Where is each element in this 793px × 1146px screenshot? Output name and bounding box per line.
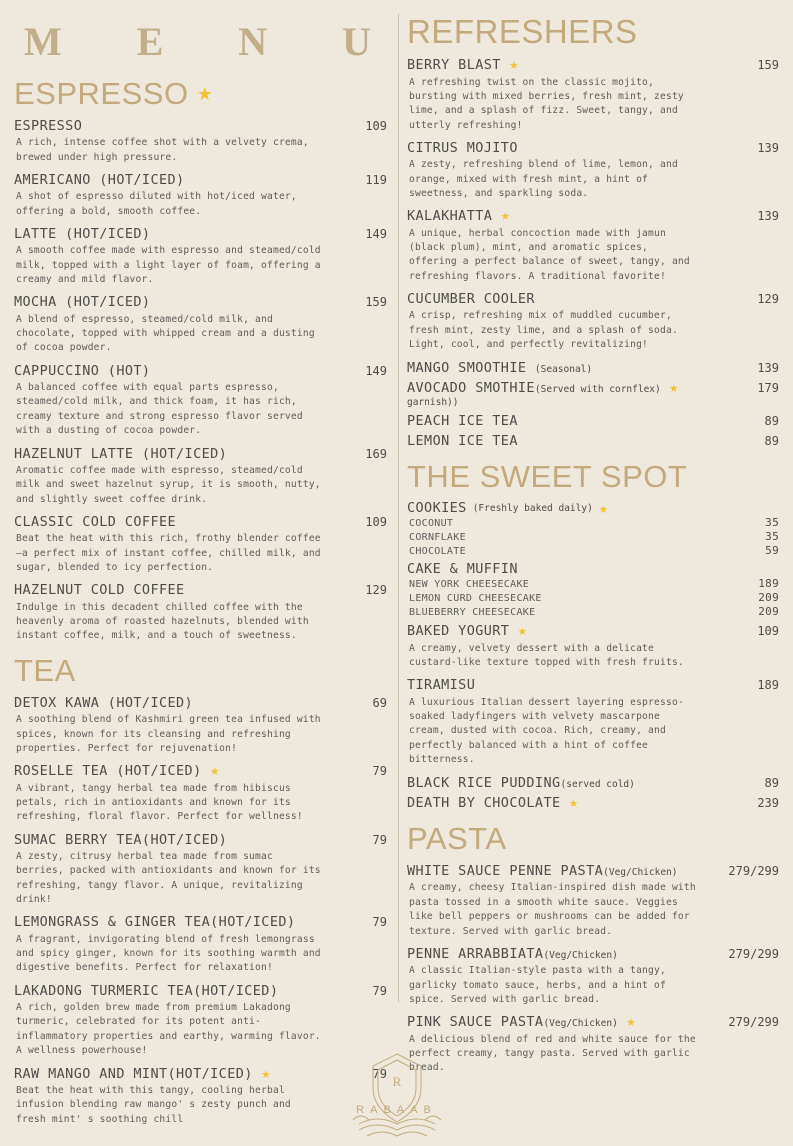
menu-wordmark xyxy=(14,10,387,67)
item-name: CLASSIC COLD COFFEE xyxy=(14,514,177,531)
item-description: A refreshing twist on the classic mojito, bursting with mixed berries, fresh mint, zesty lime, and a splash of fizz. Sweet, tangy, and utterly refreshing! xyxy=(409,76,684,131)
item-name: ROSELLE TEA (HOT/ICED) xyxy=(14,763,202,780)
footer-logo-area xyxy=(0,1050,793,1116)
item-name: CITRUS MOJITO xyxy=(407,140,518,157)
menu-item xyxy=(407,794,779,812)
menu-item xyxy=(14,117,387,165)
menu-letter-u: U xyxy=(342,19,371,64)
item-description: Indulge in this decadent chilled coffee with the heavenly aroma of roasted hazelnuts, blended with instant coffee, milk, and a touch of sweetness. xyxy=(16,601,309,642)
brand-logo xyxy=(337,1050,457,1146)
menu-item xyxy=(14,762,387,824)
item-name: ESPRESSO xyxy=(14,118,83,135)
item-price: 149 xyxy=(365,363,387,378)
section-label-espresso: ESPRESSO xyxy=(14,76,189,111)
menu-item xyxy=(407,432,779,450)
section-title-refreshers xyxy=(407,14,779,50)
sub-item-price: 209 xyxy=(758,591,779,605)
item-price: 129 xyxy=(757,292,779,307)
item-description: A classic Italian-style pasta with a tangy, garlicky tomato sauce, herbs, and a hint of spice. Served with garlic bread. xyxy=(409,965,666,1005)
item-price: 279/299 xyxy=(728,1015,779,1030)
item-name: LEMONGRASS & GINGER TEA(HOT/ICED) xyxy=(14,914,296,931)
menu-item xyxy=(407,412,779,430)
item-description: A soothing blend of Kashmiri green tea infused with spices, known for its cleansing and refreshing properties. Perfect for rejuvenation! xyxy=(16,714,321,754)
menu-item xyxy=(407,622,779,670)
menu-item xyxy=(14,831,387,908)
section-title-sweet-spot xyxy=(407,460,779,494)
item-price: 189 xyxy=(757,678,779,693)
menu-item xyxy=(14,225,387,287)
menu-item xyxy=(407,862,779,939)
menu-item xyxy=(407,207,779,284)
item-name: AMERICANO (HOT/ICED) xyxy=(14,172,185,189)
item-name: DETOX KAWA (HOT/ICED) xyxy=(14,694,194,711)
item-name: WHITE SAUCE PENNE PASTA xyxy=(407,863,604,880)
section-title-espresso xyxy=(14,77,387,111)
item-subnote: (Veg/Chicken) xyxy=(543,1018,618,1030)
menu-columns xyxy=(14,10,779,1133)
item-name: PENNE ARRABBIATA xyxy=(407,945,544,962)
sub-item-name: COCONUT xyxy=(409,518,454,530)
item-description: A creamy, velvety dessert with a delicate custard-like texture topped with fresh fruits. xyxy=(409,642,684,669)
item-name: MOCHA (HOT/ICED) xyxy=(14,294,151,311)
item-description: A vibrant, tangy herbal tea made from hibiscus petals, rich in antioxidants and known for its refreshing, floral flavor. Perfect for wellness! xyxy=(16,782,303,823)
item-price: 69 xyxy=(372,695,387,710)
item-description: A rich, intense coffee shot with a velvety crema, brewed under high pressure. xyxy=(16,137,309,163)
star-icon: ★ xyxy=(509,55,519,74)
sub-item-price: 189 xyxy=(758,577,779,591)
menu-item xyxy=(407,379,779,410)
item-description: A shot of espresso diluted with hot/iced water, offering a bold, smooth coffee. xyxy=(16,191,297,217)
item-price: 159 xyxy=(365,295,387,310)
menu-item xyxy=(14,445,387,507)
item-description: A blend of espresso, steamed/cold milk, and chocolate, topped with whipped cream and a dusting of cocoa powder. xyxy=(16,313,315,354)
menu-item xyxy=(407,945,779,1007)
menu-item xyxy=(14,581,387,643)
item-name: CAPPUCCINO (HOT) xyxy=(14,362,151,379)
menu-item xyxy=(14,362,387,439)
item-subnote: (Veg/Chicken) xyxy=(603,867,678,879)
item-price: 279/299 xyxy=(728,864,779,879)
star-icon: ★ xyxy=(500,206,511,225)
sub-item-row xyxy=(409,544,779,557)
item-subnote: (Seasonal) xyxy=(534,363,593,375)
item-price: 109 xyxy=(365,119,387,134)
sub-item-name: BLUEBERRY CHEESECAKE xyxy=(409,607,536,619)
item-name: BAKED YOGURT xyxy=(407,623,510,640)
section-label-refreshers: REFRESHERS xyxy=(407,13,638,50)
sub-item-name: NEW YORK CHEESECAKE xyxy=(409,579,530,591)
group-label-cookies: COOKIES xyxy=(407,500,467,517)
item-price: 109 xyxy=(757,624,779,639)
star-icon: ★ xyxy=(261,1063,271,1082)
item-price: 149 xyxy=(365,227,387,242)
menu-item xyxy=(407,56,779,133)
right-column xyxy=(397,10,779,1133)
sub-item-row xyxy=(409,605,779,618)
item-name: HAZELNUT COLD COFFEE xyxy=(14,582,185,599)
item-name: PINK SAUCE PASTA xyxy=(407,1014,544,1031)
menu-item xyxy=(14,694,387,756)
menu-item xyxy=(407,139,779,201)
menu-item xyxy=(407,774,779,792)
item-name: HAZELNUT LATTE (HOT/ICED) xyxy=(14,445,228,462)
item-price: 109 xyxy=(365,515,387,530)
sub-item-row xyxy=(409,516,779,529)
sub-item-name: CHOCOLATE xyxy=(409,546,466,558)
item-price: 179 xyxy=(757,380,779,395)
item-price: 79 xyxy=(372,1066,387,1081)
item-description: A fragrant, invigorating blend of fresh lemongrass and spicy ginger, known for its soothing warmth and digestive benefits. Perfect for relaxation! xyxy=(16,933,321,974)
item-name: KALAKHATTA xyxy=(407,208,493,225)
item-description: A smooth coffee made with espresso and steamed/cold milk, topped with a light layer of foam, offering a creamy and mild flavor. xyxy=(16,245,321,286)
item-name: LEMON ICE TEA xyxy=(407,433,518,450)
menu-item xyxy=(14,913,387,975)
sub-item-row xyxy=(409,530,779,543)
item-description: Aromatic coffee made with espresso, steamed/cold milk and sweet hazelnut syrup, it is smooth, nutty, and slightly sweet coffee drink. xyxy=(16,464,321,505)
menu-item xyxy=(407,359,779,377)
group-title-cake-muffin xyxy=(407,561,779,577)
item-price: 139 xyxy=(757,141,779,156)
star-icon: ★ xyxy=(517,621,528,640)
menu-item xyxy=(407,676,779,767)
item-name: TIRAMISU xyxy=(407,677,476,694)
item-description: A crisp, refreshing mix of muddled cucumber, fresh mint, zesty lime, and a splash of soda. Light, cool, and perfectly revitalizing! xyxy=(409,310,678,351)
item-price: 79 xyxy=(372,983,387,998)
svg-text:R: R xyxy=(392,1074,401,1089)
left-column xyxy=(14,10,397,1133)
sub-item-name: LEMON CURD CHEESECAKE xyxy=(409,593,542,605)
section-title-tea xyxy=(14,654,387,688)
star-icon: ★ xyxy=(626,1012,636,1031)
item-price: 139 xyxy=(757,209,779,224)
menu-item xyxy=(14,513,387,575)
item-price: 89 xyxy=(764,413,779,428)
section-label-pasta: PASTA xyxy=(407,821,507,857)
item-name: AVOCADO SMOTHIE xyxy=(407,379,535,396)
item-description: Beat the heat with this tangy, cooling herbal infusion blending raw mango' s zesty punch and fresh mint' s soothing chill xyxy=(16,1084,291,1125)
item-description: A unique, herbal concoction made with jamun (black plum), mint, and aromatic spices, offering a perfect balance of sweet, tangy, and refreshing flavors. A traditional favorite! xyxy=(409,227,690,282)
star-icon: ★ xyxy=(598,498,609,517)
item-subnote: (served cold) xyxy=(560,778,635,790)
section-label-sweet-spot: THE SWEET SPOT xyxy=(407,459,688,495)
sub-item-price: 209 xyxy=(758,605,779,619)
item-name: BERRY BLAST xyxy=(407,57,501,74)
brand-name: RABAAB xyxy=(356,1104,437,1116)
item-price: 79 xyxy=(372,915,387,930)
item-description: A zesty, refreshing blend of lime, lemon, and orange, mixed with fresh mint, a hint of sweetness, and sparkling soda. xyxy=(409,159,678,200)
item-description: A delicious blend of red and white sauce for the perfect creamy, tangy pasta. Served with garlic bread. xyxy=(409,1033,696,1074)
item-subnote: (Veg/Chicken) xyxy=(543,949,618,961)
menu-item xyxy=(14,982,387,1059)
item-description: A zesty, citrusy herbal tea made from sumac berries, packed with antioxidants and known for its refreshing, tangy flavor. A unique, revitalizing drink! xyxy=(16,850,321,906)
item-description: A luxurious Italian dessert layering espresso-soaked ladyfingers with velvety mascarpone cream, dusted with cocoa. Rich, creamy, and perfectly balanced with a hint of coffee bitterness. xyxy=(409,696,684,766)
item-name: CUCUMBER COOLER xyxy=(407,291,535,308)
item-name: BLACK RICE PUDDING xyxy=(407,774,561,791)
item-price: 169 xyxy=(365,446,387,461)
sub-item-row xyxy=(409,591,779,604)
item-price: 139 xyxy=(757,360,779,375)
item-name: PEACH ICE TEA xyxy=(407,412,518,429)
item-description: A balanced coffee with equal parts espresso, steamed/cold milk, and thick foam, it has rich, creamy texture and strong espresso flavor served with a dusting of cocoa powder. xyxy=(16,382,303,437)
item-name: RAW MANGO AND MINT(HOT/ICED) xyxy=(14,1065,253,1082)
section-label-tea: TEA xyxy=(14,652,76,688)
column-divider xyxy=(398,14,399,1002)
menu-item xyxy=(14,293,387,355)
menu-letter-e: E xyxy=(136,19,164,64)
star-icon: ★ xyxy=(210,761,220,780)
item-price: 159 xyxy=(757,58,779,73)
item-price: 239 xyxy=(757,795,779,810)
star-icon: ★ xyxy=(669,377,679,396)
sub-item-row xyxy=(409,577,779,590)
item-price: 119 xyxy=(365,173,387,188)
menu-item xyxy=(407,290,779,352)
item-price: 279/299 xyxy=(728,946,779,961)
item-price: 79 xyxy=(372,764,387,779)
section-title-pasta xyxy=(407,822,779,856)
sub-item-price: 35 xyxy=(765,516,779,530)
item-name: MANGO SMOOTHIE xyxy=(407,359,527,376)
item-description: Beat the heat with this rich, frothy blender coffee—a perfect mix of instant coffee, chilled milk, and sugar, blended to icy perfection. xyxy=(16,533,321,574)
sub-item-name: CORNFLAKE xyxy=(409,532,466,544)
menu-letter-n: N xyxy=(238,19,268,64)
item-subnote-2: garnish)) xyxy=(407,397,459,409)
item-name: LATTE (HOT/ICED) xyxy=(14,226,151,243)
menu-item xyxy=(14,171,387,219)
item-price: 89 xyxy=(764,434,779,449)
sub-item-price: 59 xyxy=(765,544,779,558)
star-icon: ★ xyxy=(569,792,579,811)
item-subnote: (Served with cornflex) xyxy=(534,383,661,395)
item-price: 79 xyxy=(372,832,387,847)
menu-letter-m: M xyxy=(24,19,62,64)
item-description: A creamy, cheesy Italian-inspired dish made with pasta tossed in a smooth white sauce. Veggies like bell peppers or mushrooms can be added for texture. Served with garlic bread. xyxy=(409,882,696,937)
star-icon: ★ xyxy=(196,84,214,105)
item-name: DEATH BY CHOCOLATE xyxy=(407,794,561,811)
group-title-cookies xyxy=(407,500,779,516)
item-name: LAKADONG TURMERIC TEA(HOT/ICED) xyxy=(14,982,279,999)
group-label-cake-muffin: CAKE & MUFFIN xyxy=(407,561,518,578)
group-subnote-cookies: (Freshly baked daily) xyxy=(472,502,593,514)
item-name: SUMAC BERRY TEA(HOT/ICED) xyxy=(14,831,228,848)
item-price: 89 xyxy=(764,775,779,790)
item-description: A rich, golden brew made from premium Lakadong turmeric, celebrated for its potent anti-inflammatory properties and earthy, warming flavor. A wellness powerhouse! xyxy=(16,1002,321,1057)
sub-item-price: 35 xyxy=(765,530,779,544)
item-price: 129 xyxy=(365,583,387,598)
